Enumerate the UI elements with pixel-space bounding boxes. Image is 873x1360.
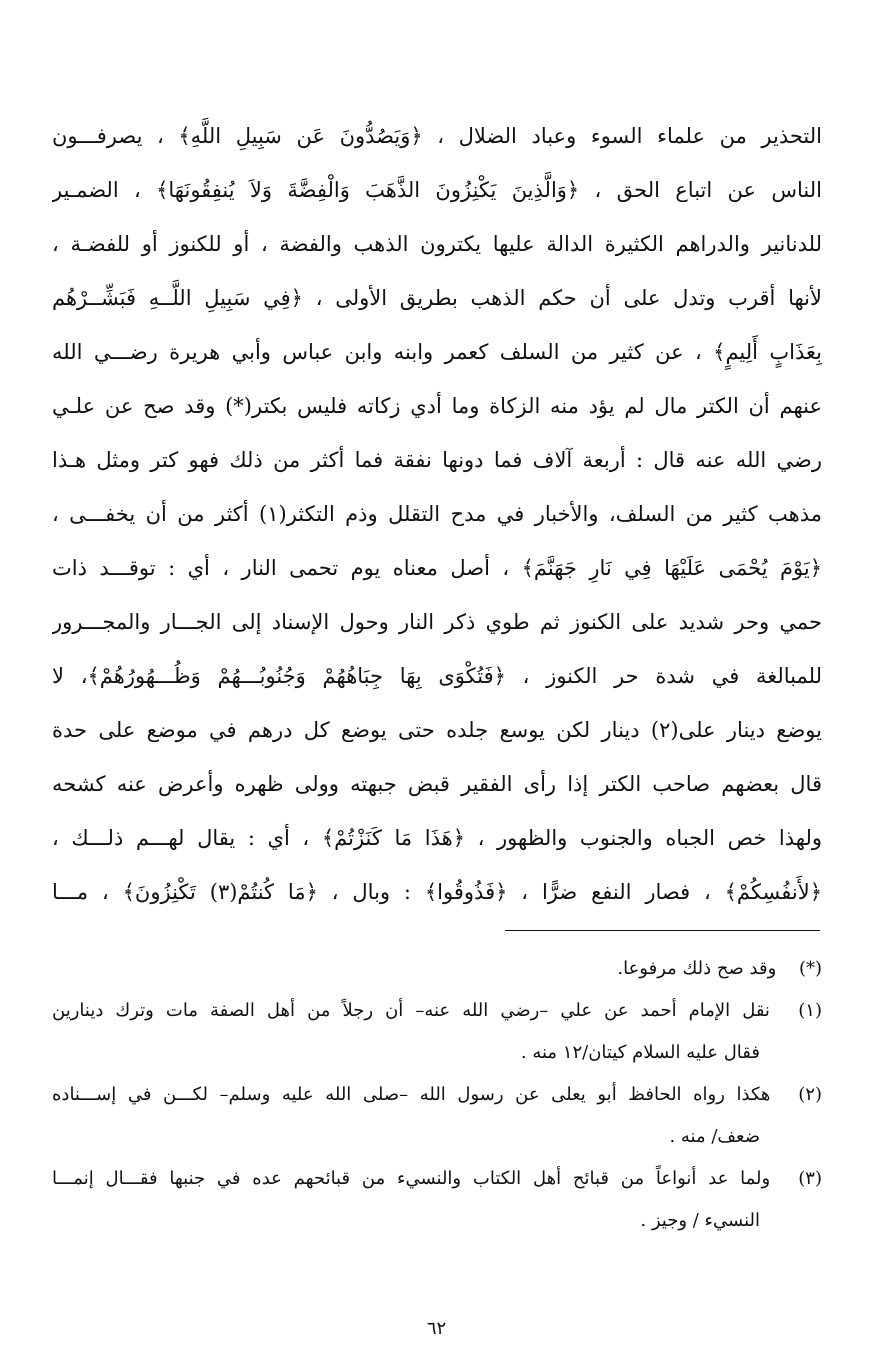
text-line: التحذير من علماء السوء وعباد الضلال ، ﴿وَيَصُدُّونَ عَن سَبِيلِ اللَّهِ﴾ ، يصرفـــون bbox=[52, 124, 822, 148]
footnote-3-continuation: النسيء / وجيز . bbox=[640, 1210, 760, 1231]
text-line: للمبالغة في شدة حر الكنوز ، ﴿فَتُكْوَى بِهَا جِبَاهُهُمْ وَجُنُوبُـــهُمْ وَظُـــهُورُهُمْ﴾، لا bbox=[52, 664, 822, 688]
text-line: لأنها أقرب وتدل على أن حكم الذهب بطريق الأولى ، ﴿فِي سَبِيلِ اللَّــهِ فَبَشِّــرْهُم bbox=[52, 286, 822, 310]
footnote-1-continuation: فقال عليه السلام كيتان/١٢ منه . bbox=[520, 1042, 760, 1063]
footnote-separator bbox=[505, 930, 820, 931]
footnote-text: نقل الإمام أحمد عن علي –رضي الله عنه– أن رجلاً من أهل الصفة مات وترك دينارين bbox=[52, 1000, 770, 1021]
text-line: للدنانير والدراهم الكثيرة الدالة عليها يكترون الذهب والفضة ، أو للكنوز أو للفضـة ، bbox=[52, 232, 822, 256]
footnote-marker: (٢) bbox=[798, 1084, 822, 1105]
footnote-marker: (٣) bbox=[798, 1168, 822, 1189]
footnote-star bbox=[52, 948, 822, 990]
footnote-2 bbox=[52, 1074, 822, 1116]
footnote-text: هكذا رواه الحافظ أبو يعلى عن رسول الله –صلى الله عليه وسلم– لكـــن في إســـناده bbox=[52, 1084, 771, 1105]
text-line: مذهب كثير من السلف، والأخبار في مدح التقلل وذم التكثر(١) أكثر من أن يخفـــى ، bbox=[52, 502, 822, 526]
footnote-2-continuation: ضعف/ منه . bbox=[669, 1126, 760, 1147]
footnote-3 bbox=[52, 1158, 822, 1200]
text-line: عنهم أن الكتر مال لم يؤد منه الزكاة وما أدي زكاته فليس بكتر(*) وقد صح عن علـي bbox=[52, 394, 822, 418]
footnotes bbox=[52, 948, 822, 1242]
text-line: يوضع دينار على(٢) دينار لكن يوسع جلده حتى يوضع كل درهم في موضع على حدة bbox=[52, 718, 822, 742]
text-line: بِعَذَابٍ أَلِيمٍ﴾ ، عن كثير من السلف كعمر وابنه وابن عباس وأبي هريرة رضـــي الله bbox=[52, 340, 822, 364]
text-line: قال بعضهم صاحب الكتر إذا رأى الفقير قبض جبهته وولى ظهره وأعرض عنه كشحه bbox=[52, 772, 822, 796]
footnote-1 bbox=[52, 990, 822, 1032]
footnote-marker: (١) bbox=[798, 1000, 822, 1021]
footnote-text: وقد صح ذلك مرفوعا. bbox=[617, 958, 777, 979]
text-line: رضي الله عنه قال : أربعة آلاف فما دونها نفقة فما أكثر من ذلك فهو كتر ومثل هـذا bbox=[52, 448, 822, 472]
main-text bbox=[52, 112, 822, 922]
text-line: حمي وحر شديد على الكنوز ثم طوي ذكر النار وحول الإسناد إلى الجـــار والمجـــرور bbox=[52, 610, 822, 634]
page-number: ٦٢ bbox=[426, 1318, 447, 1339]
text-line: ولهذا خص الجباه والجنوب والظهور ، ﴿هَذَا مَا كَنَزْتُمْ﴾ ، أي : يقال لهـــم ذلـــك ، bbox=[52, 826, 822, 850]
text-line: الناس عن اتباع الحق ، ﴿وَالَّذِينَ يَكْنِزُونَ الذَّهَبَ وَالْفِضَّةَ وَلاَ يُنفِقُونَهَا﴾ ، الضمـير bbox=[52, 178, 822, 202]
text-line: ﴿يَوْمَ يُحْمَى عَلَيْهَا فِي نَارِ جَهَنَّمَ﴾ ، أصل معناه يوم تحمى النار ، أي : توقـــد ذات bbox=[52, 556, 822, 580]
footnote-marker: (*) bbox=[798, 958, 822, 979]
footnote-text: ولما عد أنواعاً من قبائح أهل الكتاب والنسيء من قبائحهم عده في جنبها فقـــال إنمـــا bbox=[52, 1168, 771, 1189]
text-line: ﴿لأَنفُسِكُمْ﴾ ، فصار النفع ضرًّا ، ﴿فَذُوقُوا﴾ : وبال ، ﴿مَا كُنتُمْ(٣) تَكْنِزُونَ﴾ ، مـــا bbox=[52, 880, 822, 904]
